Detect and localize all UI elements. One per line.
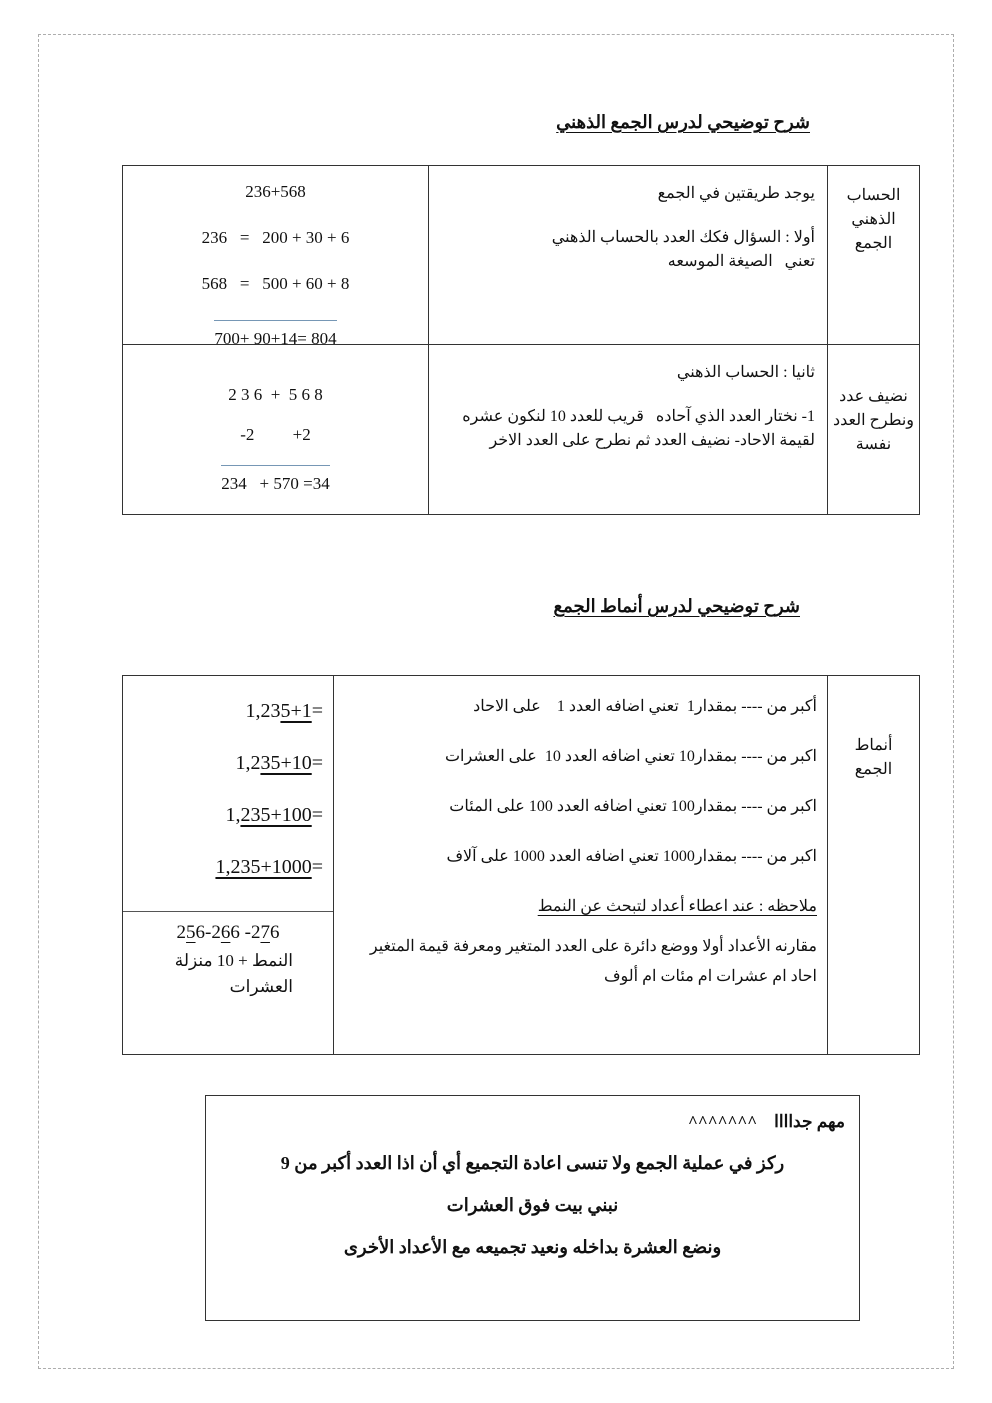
sequence-part: 2 — [176, 922, 187, 943]
pattern-equation — [123, 804, 333, 827]
header-line: ونطرح العدد — [832, 412, 915, 429]
header-line: الحساب — [846, 187, 901, 204]
equation-part: = — [311, 700, 323, 722]
equation-part: = — [311, 752, 323, 774]
sum-line: 234 + 570 =34 — [221, 465, 329, 494]
sequence-underlined-digit: 7 — [260, 922, 270, 943]
patterns-header-cell — [827, 676, 919, 1054]
equation-underlined-part: 5+1 — [280, 700, 312, 722]
explanation-line: ثانيا : الحساب الذهني — [676, 364, 815, 381]
explanation-line: 1- نختار العدد الذي آحاده قريب للعدد 10 لنكون عشره — [462, 408, 815, 425]
row-expanded-form-method — [123, 166, 919, 348]
sequence-part: 6 -2 — [230, 922, 261, 943]
header-line: الجمع — [854, 235, 893, 252]
table-addition-patterns — [122, 675, 920, 1055]
equation-underlined-part: 1,235+1000 — [215, 856, 312, 878]
equation-underlined-part: 235+100 — [240, 804, 312, 826]
equation-part: = — [311, 856, 323, 878]
row1-header-cell — [827, 166, 919, 344]
important-heading: مهم جداااا ^^^^^^^ — [688, 1112, 845, 1131]
sum-line: 700+ 90+14= 804 — [214, 320, 336, 349]
number-sequence — [123, 911, 333, 944]
pattern-label-line: النمط + 10 منزلة — [174, 951, 293, 970]
equation-line: 236+568 — [245, 182, 306, 201]
header-line: الذهني — [851, 211, 896, 228]
important-line: ونضع العشرة بداخله ونعيد تجميعه مع الأعداد الأخرى — [343, 1237, 722, 1257]
equation-part: 1, — [225, 804, 241, 826]
sequence-underlined-digit: 5 — [186, 922, 196, 943]
equation-part: 1,23 — [245, 700, 281, 722]
patterns-row — [123, 676, 919, 1054]
pattern-rule-line: اكبر من ---- بمقدار1000 تعني اضافه العدد 1000 على آلاف — [446, 848, 817, 865]
important-line: نبني بيت فوق العشرات — [446, 1195, 619, 1215]
equation-line: 2 3 6 + 5 6 8 — [228, 385, 323, 404]
equation-part: = — [311, 804, 323, 826]
equation-line: 236 = 200 + 30 + 6 — [201, 228, 350, 247]
sequence-underlined-digit: 6 — [220, 922, 231, 943]
equation-underlined-part: 35+10 — [260, 752, 312, 774]
row-compensation-method — [123, 344, 919, 514]
explanation-line: تعني الصيغة الموسعه — [667, 253, 815, 270]
sequence-part: 6-2 — [195, 922, 221, 943]
row1-math-cell — [123, 166, 428, 348]
pattern-rule-line: اكبر من ---- بمقدار10 تعني اضافه العدد 10 على العشرات — [444, 748, 817, 765]
patterns-math-cell — [123, 676, 333, 1054]
equation-line: 568 = 500 + 60 + 8 — [201, 274, 350, 293]
sequence-pattern-label — [123, 948, 333, 1000]
row1-explanation-cell — [428, 166, 827, 344]
pattern-note-heading: ملاحظه : عند اعطاء أعداد لتبحث عن النمط — [537, 898, 817, 915]
pattern-rule-line: أكبر من ---- بمقدار1 تعني اضافه العدد 1 على الاحاد — [473, 698, 817, 715]
header-line: أنماط — [854, 737, 893, 754]
pattern-note-paragraph: مقارنه الأعداد أولا ووضع دائرة على العدد المتغير ومعرفة قيمة المتغير احاد ام عشرات ام مئات ام ألوف — [369, 938, 817, 985]
title-addition-patterns-lesson: شرح توضيحي لدرس أنماط الجمع — [553, 596, 800, 616]
row2-explanation-cell — [428, 345, 827, 514]
equation-line: -2 +2 — [240, 425, 311, 444]
pattern-equation — [123, 856, 333, 879]
important-line: ركز في عملية الجمع ولا تنسى اعادة التجميع أي أن اذا العدد أكبر من 9 — [280, 1153, 785, 1173]
explanation-line: يوجد طريقتين في الجمع — [657, 185, 815, 202]
table-mental-addition — [122, 165, 920, 515]
pattern-label-line: العشرات — [229, 977, 293, 996]
pattern-equation — [123, 700, 333, 723]
header-line: الجمع — [854, 761, 893, 778]
explanation-line: أولا : السؤال فكك العدد بالحساب الذهني — [551, 229, 815, 246]
explanation-line: لقيمة الاحاد- نضيف العدد ثم نطرح على العدد الاخر — [489, 432, 815, 449]
row2-math-cell — [123, 345, 428, 514]
pattern-equation — [123, 752, 333, 775]
header-line: نضيف عدد — [839, 388, 908, 405]
row2-header-cell — [827, 345, 919, 514]
patterns-explanation-cell — [333, 676, 827, 1054]
pattern-rule-line: اكبر من ---- بمقدار100 تعني اضافه العدد 100 على المئات — [449, 798, 817, 815]
header-line: نفسة — [855, 436, 892, 453]
title-mental-addition-lesson: شرح توضيحي لدرس الجمع الذهني — [556, 112, 810, 132]
important-note-box — [205, 1095, 860, 1321]
equation-part: 1,2 — [235, 752, 261, 774]
sequence-part: 6 — [269, 922, 280, 943]
